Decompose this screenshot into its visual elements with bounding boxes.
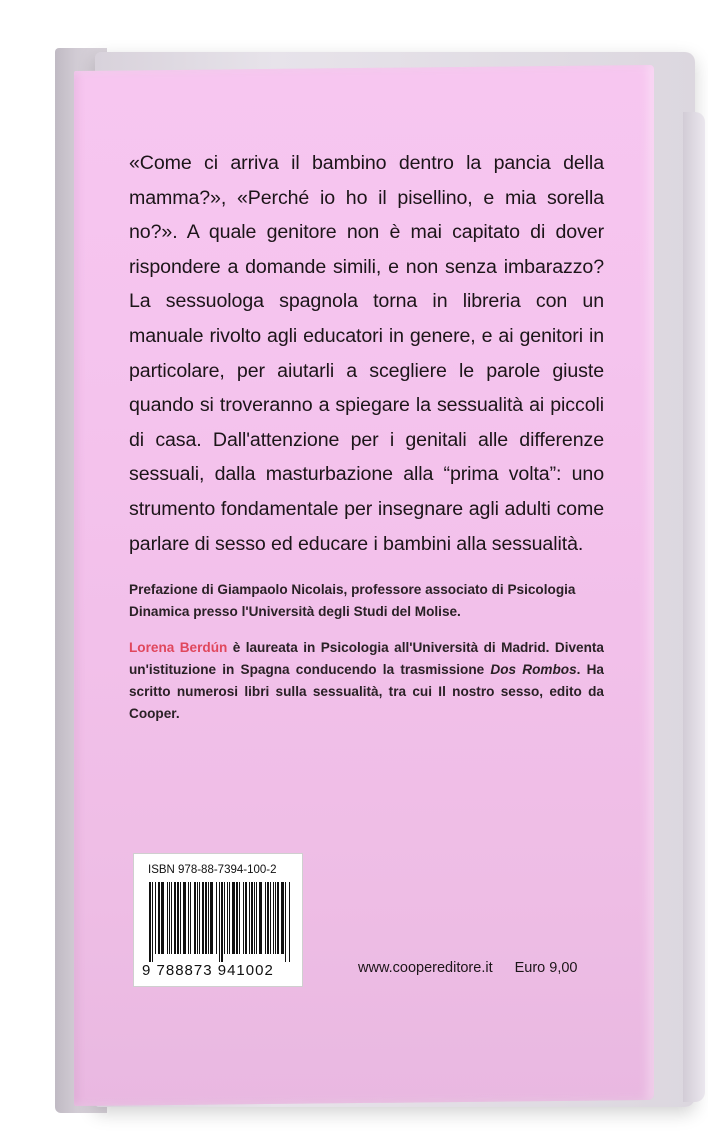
barcode-bar [174,882,176,954]
barcode-bar [224,882,225,954]
show-title: Dos Rombos [490,662,577,678]
barcode-bar [243,882,244,954]
author-bio-part2: . Ha scritto numerosi libri sulla sessualità, tra cui Il nostro sesso, edito da Cooper. [129,662,604,722]
barcode-bar [202,882,204,954]
barcode-bar [289,882,290,962]
barcode-bar [219,882,220,962]
barcode-bar [275,882,276,954]
barcode-bar [188,882,189,954]
barcode-bar [208,882,209,954]
author-bio [129,637,604,725]
barcode-bar [205,882,207,954]
barcode-bar [245,882,247,954]
barcode-bar [199,882,200,954]
barcode-bar [251,882,253,954]
barcode-bar [149,882,151,962]
barcode-bar [265,882,266,954]
barcode-bar [169,882,170,954]
blurb-paragraph: «Come ci arriva il bambino dentro la pancia della mamma?», «Perché io ho il pisellino, e mia sorella no?». A quale genitore non è mai capitato di dover rispondere a domande simili, e non senza imbarazzo? La sessuologa spagnola torna in libreria con un manuale rivolto agli educatori in genere, e ai genitori in particolare, per aiutarli a scegliere le parole giuste quando si troveranno a spiegare la sessualità ai piccoli di casa. Dall'attenzione per i genitali alle differenze sessuali, dalla masturbazione alla “prima volta”: uno strumento fondamentale per insegnare agli adulti come parlare di sesso ed educare i bambini alla sessualità. [129,152,604,555]
barcode-bar [210,882,213,954]
barcode-bar [167,882,168,954]
author-name: Lorena Berdún [129,640,228,656]
barcode-bar [227,882,228,954]
barcode-bar [155,882,156,954]
barcode-bar [281,882,284,954]
publisher-website: www.coopereditore.it [358,960,493,976]
barcode-bars [148,882,292,962]
barcode-bar [256,882,257,954]
barcode-bar [239,882,240,954]
barcode-bar [236,882,238,954]
preface-note: Prefazione di Giampaolo Nicolais, professore associato di Psicologia Dinamica presso l'Università degli Studi del Molise. [129,582,576,620]
barcode-digits: 9 788873 941002 [142,962,274,979]
barcode-bar [177,882,179,954]
barcode-label [133,853,303,987]
barcode-bar [232,882,235,954]
barcode-bar [285,882,286,962]
barcode-bar [254,882,255,954]
barcode-bar [161,882,164,954]
publisher-footer [358,960,577,976]
barcode-bar [267,882,269,954]
barcode-bar [229,882,230,954]
barcode-bar [273,882,274,954]
barcode-bar [221,882,223,962]
back-cover-text [129,146,604,725]
author-bio-part1: è laureata in Psicologia all'Università di Madrid. Diventa un'istituzione in Spagna conducendo la trasmissione [129,640,604,678]
book-price: Euro 9,00 [514,960,578,976]
barcode-bar [171,882,172,954]
barcode-bar [180,882,181,954]
barcode-bar [277,882,279,954]
barcode-bar [270,882,271,954]
barcode-bar [194,882,196,954]
barcode-bar [216,882,217,954]
barcode-bar [190,882,191,954]
barcode-bar [259,882,262,954]
barcode-bar [152,882,153,962]
barcode-bar [183,882,186,954]
barcode-bar [249,882,250,954]
barcode-bar [158,882,160,954]
isbn-number: ISBN 978-88-7394-100-2 [148,864,277,876]
barcode-bar [197,882,198,954]
